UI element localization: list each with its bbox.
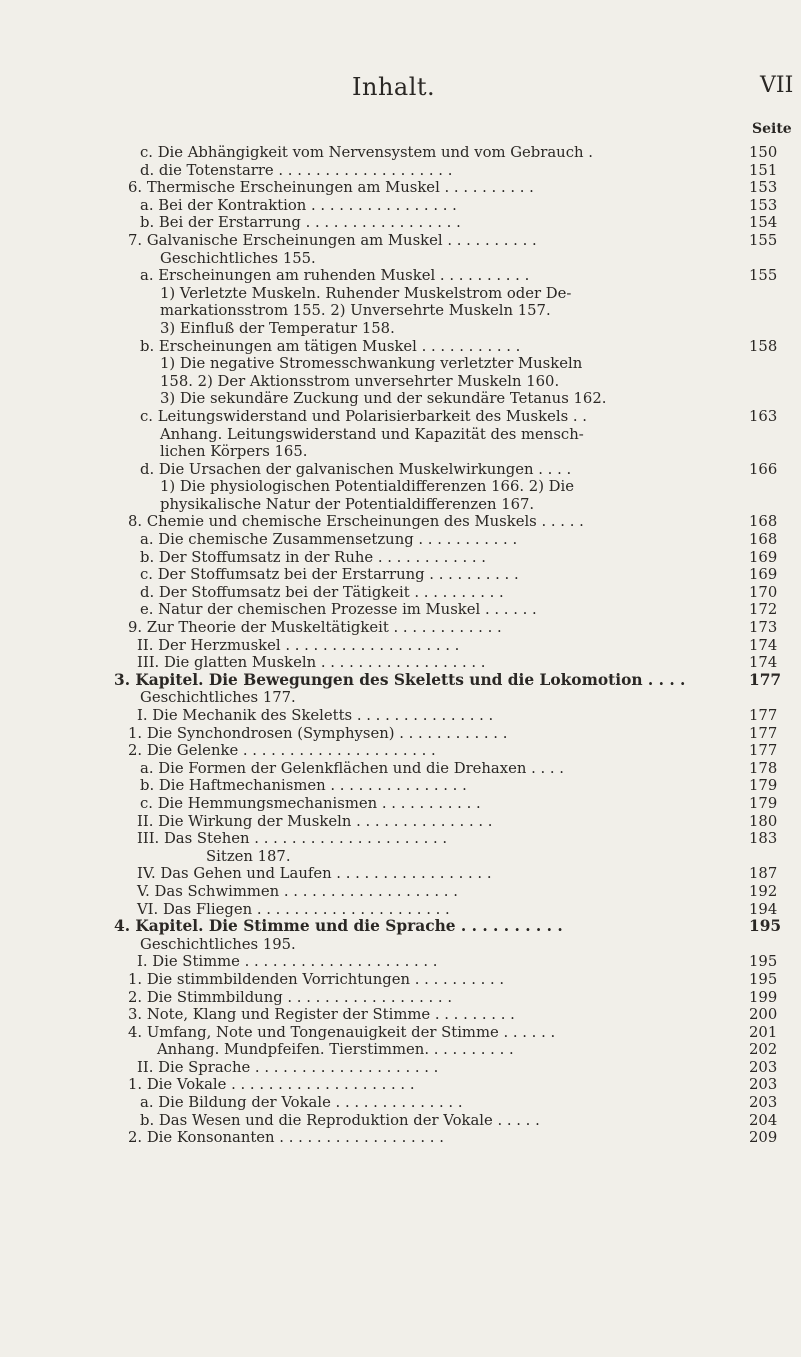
- toc-entry: [0, 408, 801, 426]
- toc-entry-text: a. Die Bildung der Vokale . . . . . . . . . . . . . .: [140, 1094, 463, 1112]
- toc-entry: [0, 461, 801, 479]
- toc-entry-text: 1) Die negative Stromesschwankung verletzter Muskeln: [160, 355, 583, 373]
- toc-entry: [0, 250, 801, 268]
- toc-entry-page: 168: [749, 513, 778, 531]
- toc-entry-page: 154: [749, 214, 778, 232]
- toc-entry-text: 3) Die sekundäre Zuckung und der sekundäre Tetanus 162.: [160, 390, 607, 408]
- toc-entry-page: 203: [749, 1094, 778, 1112]
- toc-entry-page: 173: [749, 619, 778, 637]
- toc-entry: [0, 1076, 801, 1094]
- toc-entry: [0, 1041, 801, 1059]
- toc-entry-text: a. Erscheinungen am ruhenden Muskel . . . . . . . . . .: [140, 267, 530, 285]
- toc-entry-text: Anhang. Leitungswiderstand und Kapazität des mensch-: [160, 425, 584, 443]
- toc-entry-page: 172: [749, 601, 778, 619]
- toc-entry-text: 3. Note, Klang und Register der Stimme . . . . . . . . .: [128, 1006, 515, 1024]
- toc-entry-page: 203: [749, 1076, 778, 1094]
- toc-entry: [0, 531, 801, 549]
- toc-entry: [0, 267, 801, 285]
- toc-entry-text: physikalische Natur der Potentialdifferenzen 167.: [160, 495, 535, 513]
- toc-entry-page: 195: [749, 917, 782, 936]
- toc-entry-page: 169: [749, 566, 778, 584]
- toc-entry-text: a. Bei der Kontraktion . . . . . . . . . . . . . . . .: [140, 196, 457, 214]
- toc-entry: [0, 830, 801, 848]
- toc-entry-text: c. Leitungswiderstand und Polarisierbarkeit des Muskels . .: [140, 407, 587, 425]
- toc-entry-text: 4. Kapitel. Die Stimme und die Sprache . . . . . . . . . .: [114, 917, 563, 936]
- toc-entry-page: 192: [749, 882, 778, 900]
- toc-entry-page: 201: [749, 1023, 778, 1041]
- toc-entry: [0, 373, 801, 391]
- toc-entry: [0, 672, 801, 690]
- toc-entry-text: 6. Thermische Erscheinungen am Muskel . . . . . . . . . .: [128, 179, 534, 197]
- toc-entry-page: 169: [749, 548, 778, 566]
- toc-entry-text: 1. Die Vokale . . . . . . . . . . . . . . . . . . . .: [128, 1076, 415, 1094]
- toc-entry: [0, 619, 801, 637]
- toc-entry: [0, 584, 801, 602]
- running-head-page-number: VII: [760, 73, 794, 98]
- toc-entry: [0, 725, 801, 743]
- toc-entry: [0, 496, 801, 514]
- toc-entry: [0, 918, 801, 936]
- toc-entry: [0, 338, 801, 356]
- toc-entry: [0, 443, 801, 461]
- toc-entry: [0, 1094, 801, 1112]
- toc-entry: [0, 513, 801, 531]
- toc-entry-page: 179: [749, 794, 778, 812]
- toc-entry: [0, 302, 801, 320]
- toc-entry: [0, 197, 801, 215]
- toc-entry-text: 2. Die Konsonanten . . . . . . . . . . . . . . . . . .: [128, 1129, 444, 1147]
- toc-entry-page: 204: [749, 1111, 778, 1129]
- toc-entry-page: 178: [749, 759, 778, 777]
- toc-entry-text: lichen Körpers 165.: [160, 443, 308, 461]
- toc-entry-page: 174: [749, 654, 778, 672]
- toc-entry: [0, 637, 801, 655]
- toc-entry-page: 166: [749, 460, 778, 478]
- toc-entry: [0, 989, 801, 1007]
- toc-entry-text: 158. 2) Der Aktionsstrom unversehrter Muskeln 160.: [160, 372, 560, 390]
- toc-entry-page: 199: [749, 988, 778, 1006]
- toc-entry-page: 209: [749, 1129, 778, 1147]
- toc-entry-text: Geschichtliches 195.: [140, 935, 296, 953]
- toc-entry-text: c. Der Stoffumsatz bei der Erstarrung . . . . . . . . . .: [140, 566, 519, 584]
- toc-entry: [0, 320, 801, 338]
- toc-entry-text: e. Natur der chemischen Prozesse im Muskel . . . . . .: [140, 601, 537, 619]
- table-of-contents: [0, 144, 801, 1147]
- toc-entry-text: 8. Chemie und chemische Erscheinungen des Muskels . . . . .: [128, 513, 584, 531]
- toc-entry: [0, 795, 801, 813]
- toc-entry-text: d. Der Stoffumsatz bei der Tätigkeit . . . . . . . . . .: [140, 583, 504, 601]
- toc-entry-text: VI. Das Fliegen . . . . . . . . . . . . . . . . . . . . .: [137, 900, 450, 918]
- toc-entry: [0, 760, 801, 778]
- toc-entry-text: IV. Das Gehen und Laufen . . . . . . . . . . . . . . . . .: [137, 865, 492, 883]
- toc-entry-page: 155: [749, 267, 778, 285]
- toc-entry-text: II. Der Herzmuskel . . . . . . . . . . . . . . . . . . .: [137, 636, 460, 654]
- toc-entry: [0, 285, 801, 303]
- toc-entry: [0, 742, 801, 760]
- toc-entry-text: b. Der Stoffumsatz in der Ruhe . . . . . . . . . . . .: [140, 548, 487, 566]
- toc-entry-text: Sitzen 187.: [206, 847, 291, 865]
- toc-entry-page: 155: [749, 231, 778, 249]
- toc-entry: [0, 971, 801, 989]
- toc-entry-page: 177: [749, 724, 778, 742]
- toc-entry: [0, 777, 801, 795]
- toc-entry-text: c. Die Abhängigkeit vom Nervensystem und vom Gebrauch .: [140, 144, 593, 161]
- toc-entry-text: 1) Die physiologischen Potentialdifferenzen 166. 2) Die: [160, 478, 575, 496]
- toc-entry-text: d. Die Ursachen der galvanischen Muskelwirkungen . . . .: [140, 460, 572, 478]
- toc-entry: [0, 549, 801, 567]
- toc-entry-text: II. Die Wirkung der Muskeln . . . . . . . . . . . . . . .: [137, 812, 493, 830]
- toc-entry-page: 195: [749, 953, 778, 971]
- toc-entry-text: a. Die Formen der Gelenkflächen und die Drehaxen . . . .: [140, 759, 565, 777]
- toc-entry-text: 3) Einfluß der Temperatur 158.: [160, 319, 395, 337]
- toc-entry-text: a. Die chemische Zusammensetzung . . . . . . . . . . .: [140, 531, 518, 549]
- toc-entry-text: 1) Verletzte Muskeln. Ruhender Muskelstrom oder De-: [160, 284, 572, 302]
- toc-entry-text: 1. Die stimmbildenden Vorrichtungen . . . . . . . . . .: [128, 970, 505, 988]
- toc-entry-text: 9. Zur Theorie der Muskeltätigkeit . . . . . . . . . . . .: [128, 619, 502, 637]
- toc-entry-page: 202: [749, 1041, 778, 1059]
- toc-entry: [0, 566, 801, 584]
- toc-entry-text: 1. Die Synchondrosen (Symphysen) . . . . . . . . . . . .: [128, 724, 508, 742]
- toc-entry-text: II. Die Sprache . . . . . . . . . . . . . . . . . . . .: [137, 1058, 439, 1076]
- toc-entry-text: b. Die Haftmechanismen . . . . . . . . . . . . . . .: [140, 777, 467, 795]
- toc-entry-page: 163: [749, 407, 778, 425]
- toc-entry-text: 3. Kapitel. Die Bewegungen des Skeletts und die Lokomotion . . . .: [114, 670, 686, 689]
- toc-entry-text: Anhang. Mundpfeifen. Tierstimmen. . . . . . . . . .: [157, 1041, 514, 1059]
- toc-entry-page: 179: [749, 777, 778, 795]
- running-head-title: Inhalt.: [352, 73, 436, 101]
- toc-entry: [0, 1129, 801, 1147]
- toc-entry: [0, 214, 801, 232]
- toc-entry: [0, 1006, 801, 1024]
- toc-entry-text: III. Die glatten Muskeln . . . . . . . . . . . . . . . . . .: [137, 654, 486, 672]
- toc-entry: [0, 426, 801, 444]
- toc-entry-text: III. Das Stehen . . . . . . . . . . . . . . . . . . . . .: [137, 830, 448, 848]
- toc-entry: [0, 1024, 801, 1042]
- toc-entry: [0, 865, 801, 883]
- toc-entry: [0, 179, 801, 197]
- toc-entry: [0, 1059, 801, 1077]
- toc-entry-text: c. Die Hemmungsmechanismen . . . . . . . . . . .: [140, 794, 481, 812]
- toc-entry-text: b. Erscheinungen am tätigen Muskel . . . . . . . . . . .: [140, 337, 521, 355]
- toc-entry: [0, 848, 801, 866]
- toc-entry-text: b. Das Wesen und die Reproduktion der Vokale . . . . .: [140, 1111, 540, 1129]
- toc-entry: [0, 1112, 801, 1130]
- toc-entry-page: 153: [749, 196, 778, 214]
- toc-entry: [0, 654, 801, 672]
- toc-entry: [0, 232, 801, 250]
- toc-entry-text: I. Die Mechanik des Skeletts . . . . . . . . . . . . . . .: [137, 707, 494, 724]
- toc-entry-text: 2. Die Stimmbildung . . . . . . . . . . . . . . . . . .: [128, 988, 453, 1006]
- toc-entry-text: 7. Galvanische Erscheinungen am Muskel . . . . . . . . . .: [128, 231, 537, 249]
- toc-entry-text: Geschichtliches 177.: [140, 689, 296, 707]
- toc-entry-page: 177: [749, 742, 778, 760]
- toc-entry: [0, 813, 801, 831]
- toc-entry-text: b. Bei der Erstarrung . . . . . . . . . . . . . . . . .: [140, 214, 461, 232]
- toc-entry: [0, 478, 801, 496]
- toc-entry: [0, 390, 801, 408]
- toc-entry: [0, 162, 801, 180]
- toc-entry: [0, 707, 801, 725]
- toc-entry-text: 4. Umfang, Note und Tongenauigkeit der Stimme . . . . . .: [128, 1023, 556, 1041]
- toc-entry-page: 153: [749, 179, 778, 197]
- toc-entry: [0, 355, 801, 373]
- toc-entry-page: 151: [749, 161, 778, 179]
- toc-entry: [0, 883, 801, 901]
- toc-entry-page: 158: [749, 337, 778, 355]
- toc-entry-page: 168: [749, 531, 778, 549]
- toc-entry-text: markationsstrom 155. 2) Unversehrte Muskeln 157.: [160, 302, 551, 320]
- toc-entry-text: 2. Die Gelenke . . . . . . . . . . . . . . . . . . . . .: [128, 742, 436, 760]
- toc-entry-page: 194: [749, 900, 778, 918]
- toc-entry: [0, 144, 801, 162]
- toc-entry-page: 183: [749, 830, 778, 848]
- toc-entry: [0, 936, 801, 954]
- toc-entry-page: 170: [749, 583, 778, 601]
- toc-entry-text: I. Die Stimme . . . . . . . . . . . . . . . . . . . . .: [137, 953, 438, 971]
- toc-entry-text: d. die Totenstarre . . . . . . . . . . . . . . . . . . .: [140, 161, 453, 179]
- toc-entry-page: 180: [749, 812, 778, 830]
- toc-entry: [0, 689, 801, 707]
- toc-entry-text: V. Das Schwimmen . . . . . . . . . . . . . . . . . . .: [137, 882, 458, 900]
- toc-entry-page: 177: [749, 707, 778, 724]
- toc-entry-page: 174: [749, 636, 778, 654]
- page-column-label: Seite: [752, 121, 792, 137]
- toc-entry-page: 177: [749, 670, 782, 689]
- page-header: [0, 73, 801, 109]
- toc-entry-page: 200: [749, 1006, 778, 1024]
- toc-entry-text: Geschichtliches 155.: [160, 249, 316, 267]
- toc-entry-page: 195: [749, 970, 778, 988]
- toc-entry-page: 150: [749, 144, 778, 161]
- toc-entry-page: 187: [749, 865, 778, 883]
- toc-entry-page: 203: [749, 1058, 778, 1076]
- toc-entry: [0, 601, 801, 619]
- toc-entry: [0, 901, 801, 919]
- toc-entry: [0, 953, 801, 971]
